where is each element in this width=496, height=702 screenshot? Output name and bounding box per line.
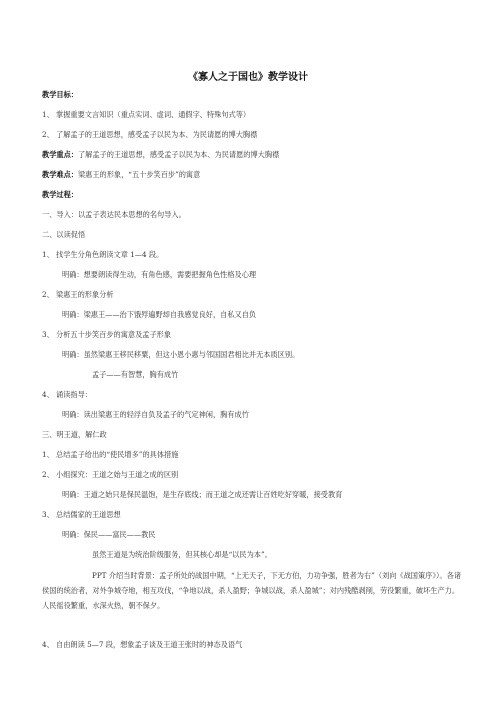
section-3-item-1: 1、 总结孟子给出的“使民增多”的具体措施 — [42, 450, 179, 459]
goal-item-1: 1、 掌握重要文言知识（重点实词、虚词、通假字、特殊句式等） — [42, 110, 251, 119]
key-point-label: 教学重点： — [42, 150, 78, 159]
section-2-item-4: 4、 诵读指导： — [42, 390, 92, 399]
section-2-item-2-answer: 明确：梁惠王——治下饿殍遍野却自我感觉良好，自私又自负 — [62, 310, 257, 319]
section-3: 三、明王道，解仁政 — [42, 430, 107, 439]
section-3-item-4: 4、 自由朗读 5—7 段，想象孟子谈及王道王张时的神态及语气 — [42, 640, 243, 649]
goal-item-2: 2、 了解孟子的王道思想，感受孟子以民为本、为民请愿的博大胸襟 — [42, 130, 258, 139]
section-3-item-3: 3、 总结儒家的王道思想 — [42, 510, 121, 519]
process-heading: 教学过程： — [42, 190, 78, 199]
background-paragraph — [42, 568, 462, 613]
section-3-item-2: 2、 小组探究：王道之始与王道之成的区别 — [42, 470, 179, 479]
section-3-item-3-answer: 明确：保民——富民——教民 — [62, 530, 156, 539]
section-2-item-2: 2、 梁惠王的形象分析 — [42, 290, 114, 299]
background-text: PPT 介绍当时背景：孟子所处的战国中期，“上无天子，下无方伯，力功争强，胜者为右”（刘向《战国策序》）。各诸侯国的统治者，对外争城夺地，相互攻伐，“争地以战，杀人盈野；争城以战，杀人盈城”；对内残酷剥削，劳役繁重，破坏生产力。人民徭役繁重，水深火热，朝不保夕。 — [42, 571, 462, 610]
section-3-item-3-core: 虽然王道是为统治阶级服务，但其核心却是“以民为本”。 — [92, 550, 272, 559]
difficulty-text: 梁惠王的形象，“五十步笑百步”的寓意 — [77, 170, 201, 179]
section-2-item-3-mencius: 孟子——有智慧，胸有成竹 — [92, 370, 179, 379]
section-2-item-1-answer: 明确：想要朗读得生动，有角色感，需要把握角色性格及心理 — [62, 270, 257, 279]
section-2-item-3: 3、 分析五十步笑百步的寓意及孟子形象 — [42, 330, 172, 339]
section-2-item-3-answer: 明确：虽然梁惠王移民移粟，但这小恩小惠与邻国国君相比并无本质区别。 — [62, 350, 300, 359]
section-2-item-4-answer: 明确：读出梁惠王的轻浮自负及孟子的气定神闲，胸有成竹 — [62, 410, 249, 419]
section-3-item-2-answer: 明确：王道之始只是保民温饱，是生存底线；而王道之成还需让百姓吃好穿暖，接受教育 — [62, 490, 343, 499]
difficulty — [42, 170, 200, 180]
key-point — [42, 150, 279, 160]
document-title: 《寡人之于国也》教学设计 — [188, 72, 308, 83]
section-2: 二、以读促悟 — [42, 230, 86, 239]
section-1: 一、导入：以孟子表达民本思想的名句导入。 — [42, 210, 186, 219]
goal-heading: 教学目标： — [42, 90, 78, 99]
difficulty-label: 教学难点： — [42, 170, 78, 179]
section-2-item-1: 1、 找学生分角色朗读文章 1—4 段。 — [42, 250, 164, 259]
key-point-text: 了解孟子的王道思想，感受孟子以民为本、为民请愿的博大胸襟 — [77, 150, 280, 159]
